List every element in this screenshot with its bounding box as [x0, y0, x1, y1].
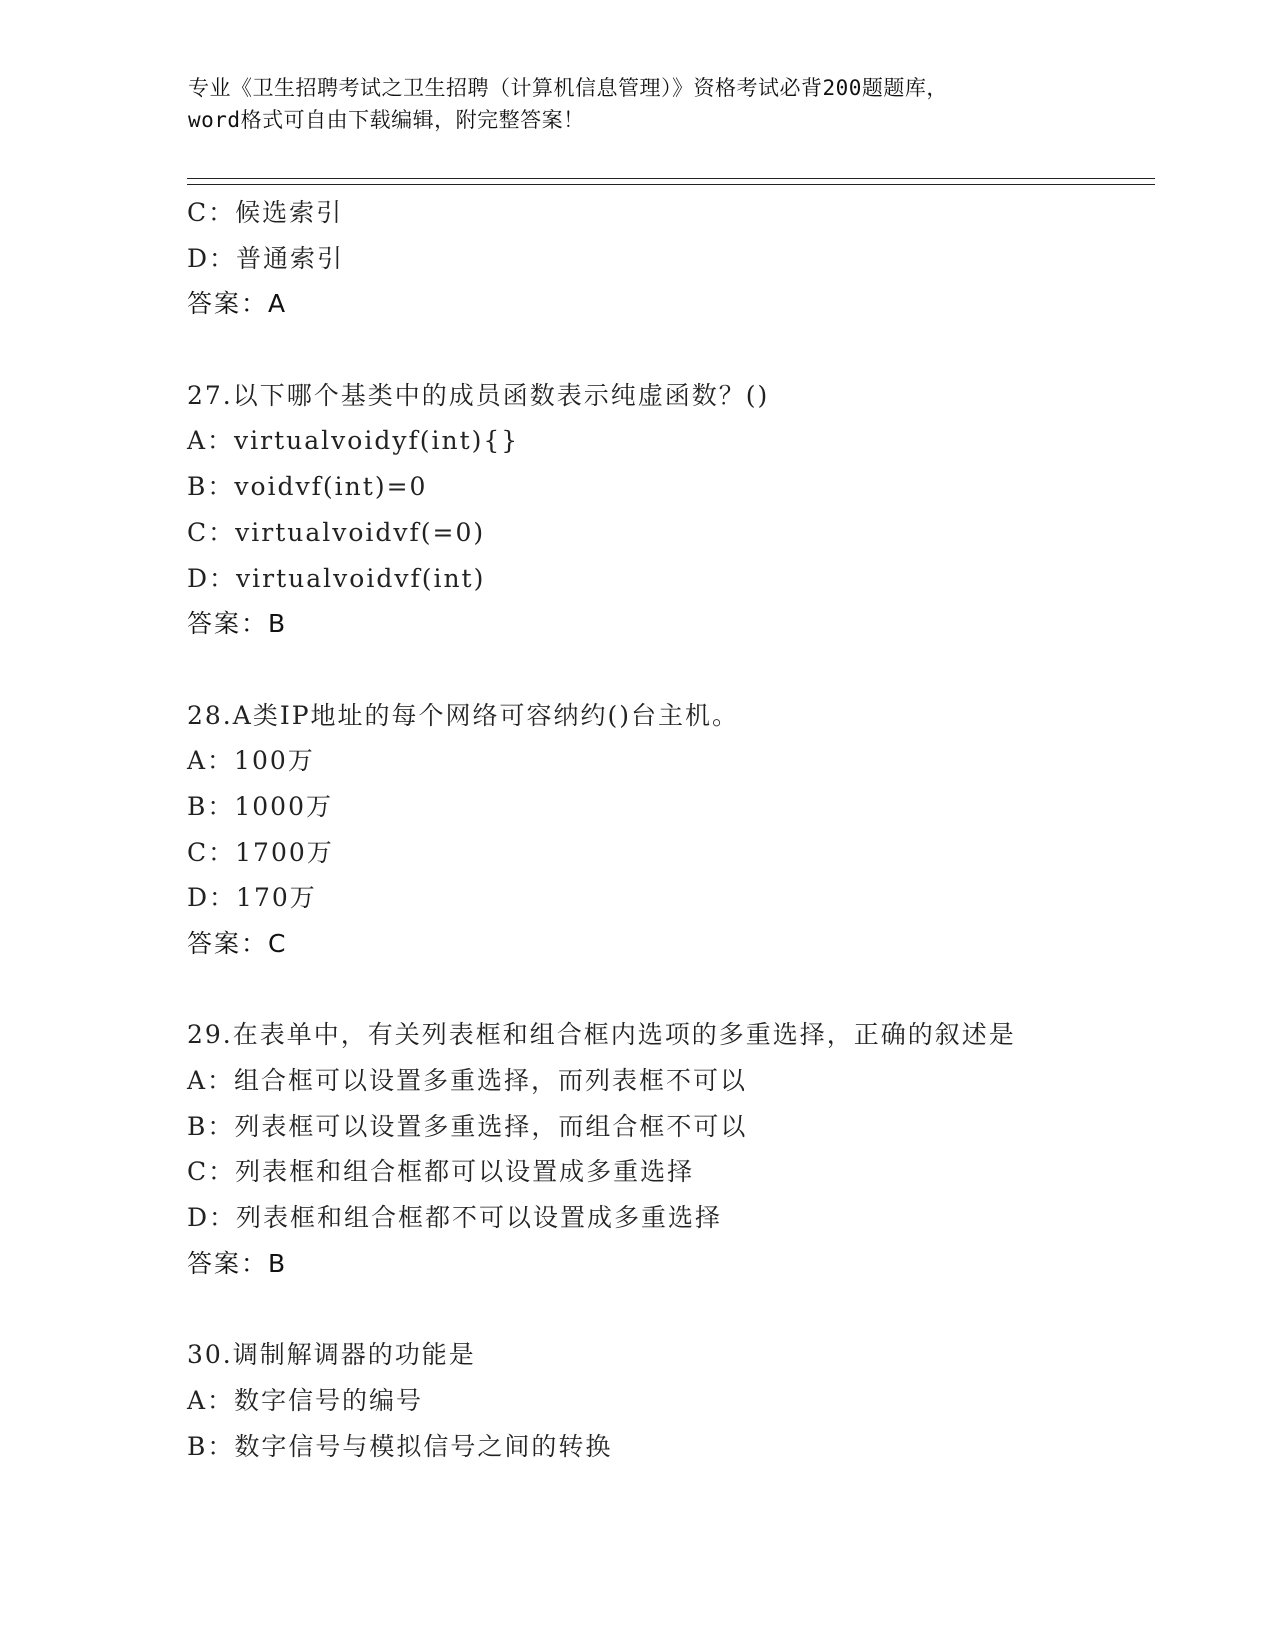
option-d: D：170万	[187, 883, 317, 913]
question-29	[187, 1012, 1167, 1286]
option-c: C：列表框和组合框都可以设置成多重选择	[187, 1157, 695, 1187]
option-d: D：virtualvoidvf(int)	[187, 563, 486, 593]
question-list	[187, 190, 1167, 1469]
question-stem: 28.A类IP地址的每个网络可容纳约()台主机。	[187, 700, 740, 730]
spacer	[187, 1287, 1167, 1333]
spacer	[187, 327, 1167, 373]
option-a: A：virtualvoidyf(int){}	[187, 426, 520, 456]
question-27	[187, 373, 1167, 647]
question-26-tail	[187, 190, 1167, 327]
option-c: C：1700万	[187, 837, 334, 867]
option-b: B：数字信号与模拟信号之间的转换	[187, 1431, 613, 1461]
header-line-1: 专业《卫生招聘考试之卫生招聘（计算机信息管理）》资格考试必背200题题库，	[188, 76, 948, 100]
option-a: A：100万	[187, 746, 315, 776]
option-b: B：voidvf(int)=0	[187, 472, 428, 502]
answer-line: 答案：A	[187, 289, 288, 319]
answer-line: 答案：C	[187, 929, 288, 958]
question-stem: 27.以下哪个基类中的成员函数表示纯虚函数？()	[187, 380, 770, 410]
answer-line: 答案：B	[187, 609, 288, 639]
question-30	[187, 1332, 1167, 1469]
option-a: A：组合框可以设置多重选择，而列表框不可以	[187, 1066, 748, 1096]
question-stem: 29.在表单中，有关列表框和组合框内选项的多重选择，正确的叙述是	[187, 1020, 1016, 1050]
header-line-2: word格式可自由下载编辑，附完整答案！	[188, 108, 585, 132]
spacer	[187, 647, 1167, 693]
header-divider-top	[187, 178, 1155, 179]
answer-line: 答案：B	[187, 1248, 288, 1278]
question-stem: 30.调制解调器的功能是	[187, 1340, 476, 1370]
document-header	[188, 72, 1088, 136]
option-b: B：列表框可以设置多重选择，而组合框不可以	[187, 1111, 748, 1141]
option-c: C：virtualvoidvf(=0)	[187, 517, 486, 547]
question-28	[187, 693, 1167, 967]
option-b: B：1000万	[187, 791, 333, 821]
option-c: C：候选索引	[187, 198, 344, 227]
header-divider-bottom	[187, 184, 1155, 185]
option-d: D：普通索引	[187, 243, 345, 273]
option-d: D：列表框和组合框都不可以设置成多重选择	[187, 1203, 723, 1233]
spacer	[187, 967, 1167, 1013]
option-a: A：数字信号的编号	[187, 1385, 424, 1415]
